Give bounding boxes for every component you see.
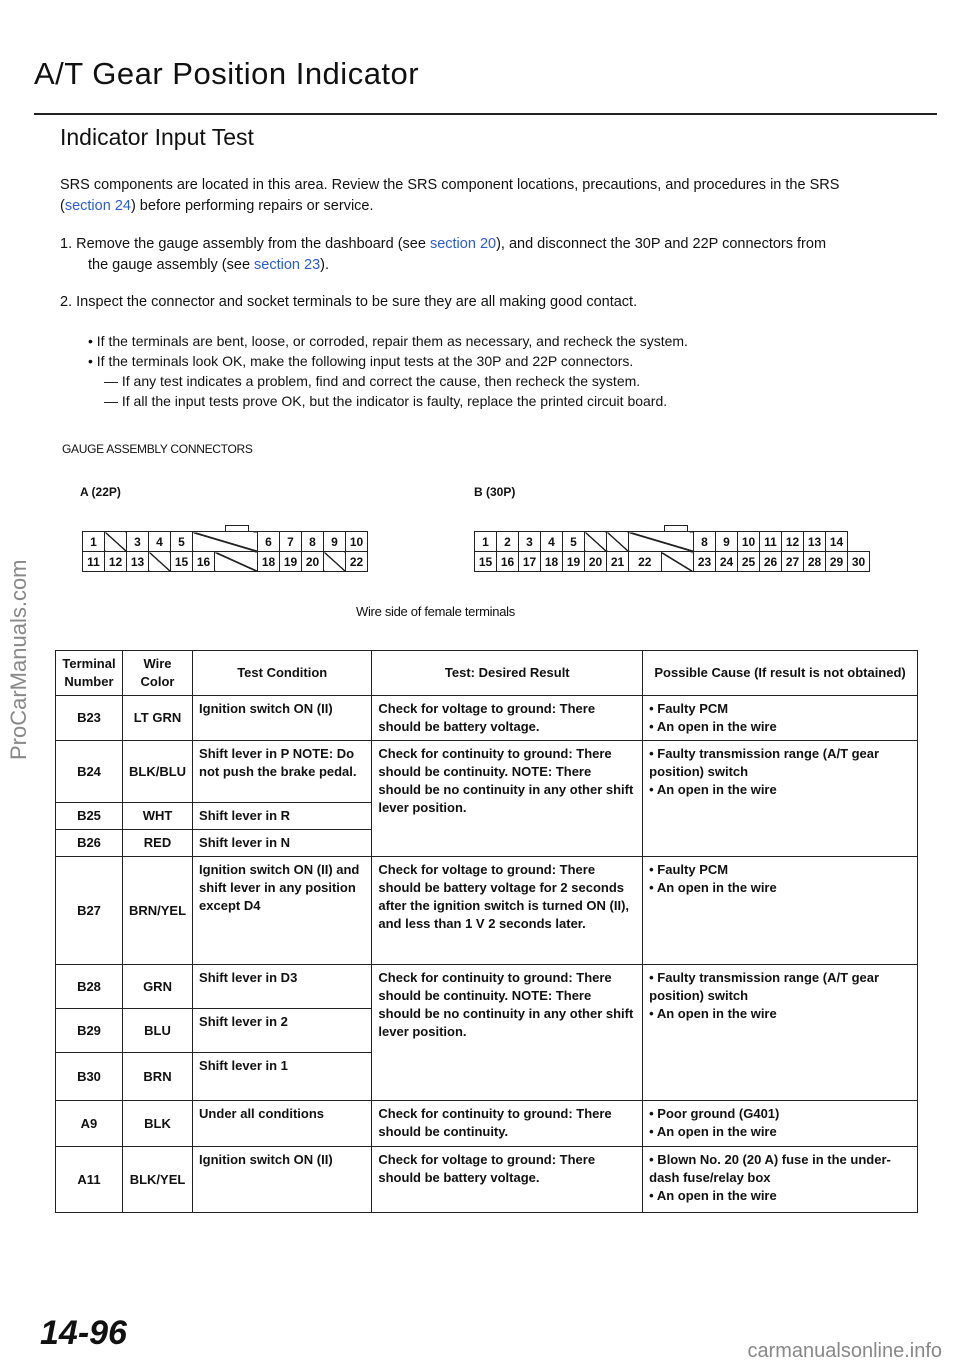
pin: 5 bbox=[171, 532, 193, 552]
terminal-cell: A11 bbox=[56, 1147, 123, 1213]
pin: 15 bbox=[475, 552, 497, 572]
pin: 19 bbox=[563, 552, 585, 572]
pin: 16 bbox=[497, 552, 519, 572]
bullet-item: • If the terminals look OK, make the following input tests at the 30P and 22P connectors. bbox=[88, 353, 634, 369]
pin: 15 bbox=[171, 552, 193, 572]
section-23-link[interactable]: section 23 bbox=[254, 257, 321, 273]
condition-cell: Shift lever in D3 bbox=[193, 965, 372, 1009]
sub-bullet-item: — If any test indicates a problem, find and correct the cause, then recheck the system. bbox=[104, 373, 641, 389]
wire-cell: LT GRN bbox=[122, 696, 192, 741]
wire-cell: GRN bbox=[122, 965, 192, 1009]
pin: 11 bbox=[760, 532, 782, 552]
header-possible-cause: Possible Cause (If result is not obtained) bbox=[643, 651, 918, 696]
condition-cell: Shift lever in P NOTE: Do not push the brake pedal. bbox=[193, 741, 372, 803]
step-1-text-c: the gauge assembly (see bbox=[88, 257, 255, 273]
table-row bbox=[56, 965, 918, 1009]
pin: 10 bbox=[738, 532, 760, 552]
pin: 20 bbox=[302, 552, 324, 572]
header-test-condition: Test Condition bbox=[193, 651, 372, 696]
table-row bbox=[56, 1147, 918, 1213]
pin: 1 bbox=[475, 532, 497, 552]
condition-cell: Ignition switch ON (II) and shift lever in any position except D4 bbox=[193, 857, 372, 965]
empty-pin bbox=[585, 532, 607, 552]
pin: 4 bbox=[541, 532, 563, 552]
pin: 8 bbox=[694, 532, 716, 552]
wire-cell: BLK/BLU bbox=[122, 741, 192, 803]
terminal-cell: B27 bbox=[56, 857, 123, 965]
pin: 16 bbox=[193, 552, 215, 572]
empty-pin bbox=[193, 532, 258, 552]
condition-cell: Ignition switch ON (II) bbox=[193, 1147, 372, 1213]
pin: 7 bbox=[280, 532, 302, 552]
cause-cell: • Faulty transmission range (A/T gear position) switch • An open in the wire bbox=[643, 741, 918, 857]
pin: 30 bbox=[848, 552, 870, 572]
watermark-left: ProCarManuals.com bbox=[6, 559, 31, 760]
pin: 4 bbox=[149, 532, 171, 552]
wire-cell: RED bbox=[122, 830, 192, 857]
condition-cell: Shift lever in 2 bbox=[193, 1009, 372, 1053]
wire-cell: BLU bbox=[122, 1009, 192, 1053]
table-row bbox=[56, 741, 918, 803]
result-cell: Check for continuity to ground: There should be continuity. NOTE: There should be no continuity in any other shift lever position. bbox=[372, 965, 643, 1101]
pin: 6 bbox=[258, 532, 280, 552]
result-cell: Check for voltage to ground: There should be battery voltage. bbox=[372, 696, 643, 741]
pin: 1 bbox=[83, 532, 105, 552]
pin: 12 bbox=[105, 552, 127, 572]
pin: 12 bbox=[782, 532, 804, 552]
step-1-text: 1. Remove the gauge assembly from the dashboard (see bbox=[60, 236, 430, 252]
empty-pin bbox=[629, 532, 694, 552]
pin: 14 bbox=[826, 532, 848, 552]
pin: 13 bbox=[127, 552, 149, 572]
step-1-text-b: ), and disconnect the 30P and 22P connectors from bbox=[496, 236, 827, 252]
pin: 25 bbox=[738, 552, 760, 572]
section-20-link[interactable]: section 20 bbox=[429, 236, 497, 252]
step-1 bbox=[60, 234, 926, 276]
pin: 13 bbox=[804, 532, 826, 552]
cause-cell: • Faulty transmission range (A/T gear position) switch • An open in the wire bbox=[643, 965, 918, 1101]
connector-a-label: A (22P) bbox=[80, 485, 121, 499]
terminal-cell: B26 bbox=[56, 830, 123, 857]
pin: 2 bbox=[497, 532, 519, 552]
terminal-cell: B24 bbox=[56, 741, 123, 803]
empty-pin bbox=[215, 552, 258, 572]
pin: 9 bbox=[716, 532, 738, 552]
pin: 19 bbox=[280, 552, 302, 572]
srs-note-text: SRS components are located in this area. Review the SRS component locations, precautions, and procedures in the SRS bbox=[60, 177, 840, 193]
terminal-cell: B25 bbox=[56, 803, 123, 830]
condition-cell: Under all conditions bbox=[193, 1101, 372, 1147]
srs-note: SRS components are located in this area. Review the SRS component locations, precautions, and procedures in the SRS (section 24) before performing repairs or service. bbox=[60, 177, 840, 214]
pin: 27 bbox=[782, 552, 804, 572]
table-row bbox=[56, 857, 918, 965]
pin: 5 bbox=[563, 532, 585, 552]
cause-cell: • Faulty PCM • An open in the wire bbox=[643, 696, 918, 741]
pin: 22 bbox=[346, 552, 368, 572]
terminal-cell: B30 bbox=[56, 1053, 123, 1101]
bullet-item: • If the terminals are bent, loose, or corroded, repair them as necessary, and recheck the system. bbox=[88, 333, 688, 349]
pin: 24 bbox=[716, 552, 738, 572]
table-row bbox=[56, 1101, 918, 1147]
connectors-heading: GAUGE ASSEMBLY CONNECTORS bbox=[62, 442, 253, 456]
watermark-bottom: carmanualsonline.info bbox=[747, 1340, 942, 1362]
pin: 26 bbox=[760, 552, 782, 572]
page-title: A/T Gear Position Indicator bbox=[34, 56, 420, 91]
srs-section-link[interactable]: section 24 bbox=[64, 198, 131, 214]
result-cell: Check for voltage to ground: There should be battery voltage. bbox=[372, 1147, 643, 1213]
condition-cell: Shift lever in 1 bbox=[193, 1053, 372, 1101]
pin: 29 bbox=[826, 552, 848, 572]
pin: 11 bbox=[83, 552, 105, 572]
wire-cell: BRN/YEL bbox=[122, 857, 192, 965]
header-terminal: Terminal Number bbox=[56, 651, 123, 696]
terminal-cell: B29 bbox=[56, 1009, 123, 1053]
header-desired-result: Test: Desired Result bbox=[372, 651, 643, 696]
pin: 3 bbox=[127, 532, 149, 552]
pin: 20 bbox=[585, 552, 607, 572]
step-2: 2. Inspect the connector and socket terminals to be sure they are all making good contact. bbox=[60, 294, 638, 310]
input-test-table bbox=[55, 650, 918, 1213]
wire-side-caption: Wire side of female terminals bbox=[356, 604, 515, 619]
connector-b-label: B (30P) bbox=[474, 485, 516, 499]
section-subtitle: Indicator Input Test bbox=[60, 124, 254, 150]
pin: 22 bbox=[629, 552, 662, 572]
result-cell: Check for continuity to ground: There should be continuity. bbox=[372, 1101, 643, 1147]
pin: 18 bbox=[258, 552, 280, 572]
connector-b-diagram bbox=[474, 531, 870, 572]
cause-cell: • Blown No. 20 (20 A) fuse in the under-dash fuse/relay box • An open in the wire bbox=[643, 1147, 918, 1213]
terminal-cell: B23 bbox=[56, 696, 123, 741]
pin: 9 bbox=[324, 532, 346, 552]
wire-cell: BLK/YEL bbox=[122, 1147, 192, 1213]
empty-pin bbox=[607, 532, 629, 552]
empty-pin bbox=[105, 532, 127, 552]
pin: 17 bbox=[519, 552, 541, 572]
page-number: 14-96 bbox=[40, 1314, 127, 1352]
pin: 18 bbox=[541, 552, 563, 572]
header-wire-color: Wire Color bbox=[122, 651, 192, 696]
result-cell: Check for voltage to ground: There should be battery voltage for 2 seconds after the ignition switch is turned ON (II), and less than 1 V 2 seconds later. bbox=[372, 857, 643, 965]
wire-cell: BRN bbox=[122, 1053, 192, 1101]
cause-cell: • Faulty PCM • An open in the wire bbox=[643, 857, 918, 965]
title-rule bbox=[34, 113, 937, 115]
wire-cell: BLK bbox=[122, 1101, 192, 1147]
wire-cell: WHT bbox=[122, 803, 192, 830]
empty-pin bbox=[149, 552, 171, 572]
condition-cell: Shift lever in R bbox=[193, 803, 372, 830]
table-row bbox=[56, 696, 918, 741]
srs-note-rest: ) before performing repairs or service. bbox=[130, 198, 374, 214]
condition-cell: Ignition switch ON (II) bbox=[193, 696, 372, 741]
cause-cell: • Poor ground (G401) • An open in the wire bbox=[643, 1101, 918, 1147]
step-1-text-d: ). bbox=[320, 257, 330, 273]
connector-a-diagram bbox=[82, 531, 368, 572]
sub-bullet-item: — If all the input tests prove OK, but the indicator is faulty, replace the printed circuit board. bbox=[104, 393, 668, 409]
pin: 10 bbox=[346, 532, 368, 552]
terminal-cell: A9 bbox=[56, 1101, 123, 1147]
empty-pin bbox=[324, 552, 346, 572]
pin: 28 bbox=[804, 552, 826, 572]
pin: 23 bbox=[694, 552, 716, 572]
empty-pin bbox=[661, 552, 694, 572]
pin: 8 bbox=[302, 532, 324, 552]
condition-cell: Shift lever in N bbox=[193, 830, 372, 857]
result-cell: Check for continuity to ground: There should be continuity. NOTE: There should be no continuity in any other shift lever position. bbox=[372, 741, 643, 857]
terminal-cell: B28 bbox=[56, 965, 123, 1009]
pin: 3 bbox=[519, 532, 541, 552]
pin: 21 bbox=[607, 552, 629, 572]
